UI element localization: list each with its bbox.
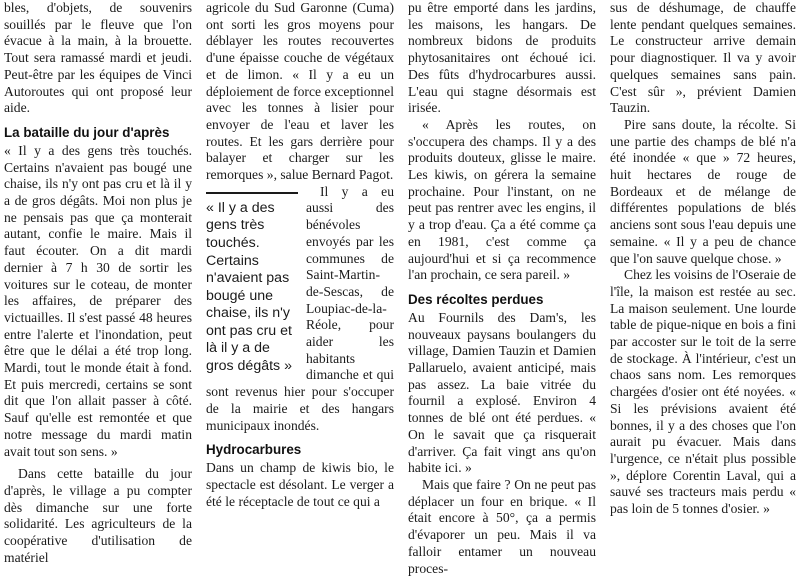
paragraph: sus de déshumage, de chauffe lente pendant quelques semaines. Le constructeur arrive demain pour diagnostiquer. Il va y avoir quelques semaines sans pain. C'est sûr », prévient Damien Tauzin. <box>610 0 796 116</box>
subheading-bataille: La bataille du jour d'après <box>4 124 170 140</box>
paragraph: Mais que faire ? On ne peut pas déplacer un four en brique. « Il était encore à 50°, ça a permis d'évaporer un peu. Mais il va falloir entamer un nouveau proces- <box>408 476 596 576</box>
article-column-1 <box>4 0 192 565</box>
paragraph: Au Fournils des Dam's, les nouveaux paysans boulangers du village, Damien Tauzin et Damien Pallaruelo, avaient anticipé, mais pas assez. La baie vitrée du fournil a explosé. Environ 4 tonnes de blé ont été perdues. « On le savait que ça risquerait d'arriver. Ça fait vingt ans qu'on habite ici. » <box>408 309 596 476</box>
paragraph: « Il y a des gens très touchés. Certains n'avaient pas bougé une chaise, ils n'y ont pas cru et là il y a de gros dégâts. Moi non plus je ne pensais pas que ça monterait autant, confie le maire. Mais il faut écouter. On a dit mardi dernier à 7 h 30 de sortir les voitures sur le coteau, de monter les affaires, de préparer des victuailles. Il s'est passé 48 heures entre l'alerte et l'inondation, peut être que le délai a été trop long. Mardi, tout le monde était à fond. Et puis mercredi, certains se sont dit que l'on allait passer à côté. Sauf qu'elle est remontée et que notre message du mardi matin avait tout son sens. » <box>4 142 192 459</box>
paragraph: pu être emporté dans les jardins, les maisons, les hangars. De nombreux bidons de produits phytosanitaires ont échoué ici. Des fûts d'hydrocarbures aussi. L'eau qui stagne désormais est irisée. <box>408 0 596 116</box>
paragraph: Dans un champ de kiwis bio, le spectacle est désolant. Le verger a été le réceptacle de tout ce qui a <box>206 460 394 509</box>
subheading-hydrocarbures: Hydrocarbures <box>206 442 302 458</box>
paragraph: Dans cette bataille du jour d'après, le village a pu compter dès dimanche sur une forte solidarité. Les agriculteurs de la coopérative d'utilisation de matériel <box>4 466 192 565</box>
paragraph: Chez les voisins de l'Oseraie de l'île, la maison est restée au sec. La maison seulement. Une lourde table de pique-nique en bois a fini par accoster sur le toit de la serre de stockage. À l'intérieur, c'est un chaos sans nom. Les remorques chargées d'osier ont été noyées. « Si les prévisions avaient été bonnes, il y a des choses que l'on aurait pu évacuer. Mais dans l'urgence, ce n'était plus possible », déplore Corentin Laval, qui a sauvé ses tracteurs mais perdu « pas loin de 5 tonnes d'osier. » <box>610 267 796 517</box>
paragraph: Pire sans doute, la récolte. Si une partie des champs de blé n'a été inondée « que » 72 heures, huit hectares de rouge de Bordeaux et de mélange de différentes populations de blés anciens sont sous l'eau depuis une semaine. « Il y a peu de chance que l'on sauve quelque chose. » <box>610 116 796 266</box>
subheading-recoltes: Des récoltes perdues <box>408 291 544 307</box>
paragraph: agricole du Sud Garonne (Cuma) ont sorti les gros moyens pour déblayer les routes recouvertes d'une épaisse couche de végétaux et de limon. « Il y a eu un déploiement de force exceptionnel avec les tonnes à lisier pour envoyer de l'eau et laver les routes. Et les gars derrière pour balayer et charger sur les remorques », salue Bernard Pagot. <box>206 0 394 183</box>
article-column-3 <box>408 0 596 576</box>
article-column-2 <box>206 0 394 508</box>
paragraph: « Après les routes, on s'occupera des champs. Il y a des produits douteux, glisse le maire. Les kiwis, on gérera la semaine prochaine. Pour l'instant, on ne peut pas rentrer avec les engins, il y a trop d'eau. Ça a été comme ça en 1981, c'est comme ça aujourd'hui et si ça recommence l'an prochain, ce sera pareil. » <box>408 116 596 283</box>
article-column-4 <box>610 0 796 517</box>
paragraph: bles, d'objets, de souvenirs souillés par le fleuve que l'on évacue à la main, à la brouette. Tout sera ramassé mardi et jeudi. Peut-être par les équipes de Vinci Autoroutes qui ont proposé leur aide. <box>4 0 192 116</box>
paragraph: Il y a eu aussi des bénévoles envoyés par les communes de Saint-Martin-de-Sescas, de Loupiac-de-la-Réole, pour aider les habitants dimanche et qui sont revenus hier pour s'occuper de la mairie et des hangars municipaux inondés. <box>206 183 394 433</box>
pull-quote: « Il y a des gens très touchés. Certains n'avaient pas bougé une chaise, ils n'y ont pas cru et là il y a de gros dégâts » <box>206 192 298 380</box>
